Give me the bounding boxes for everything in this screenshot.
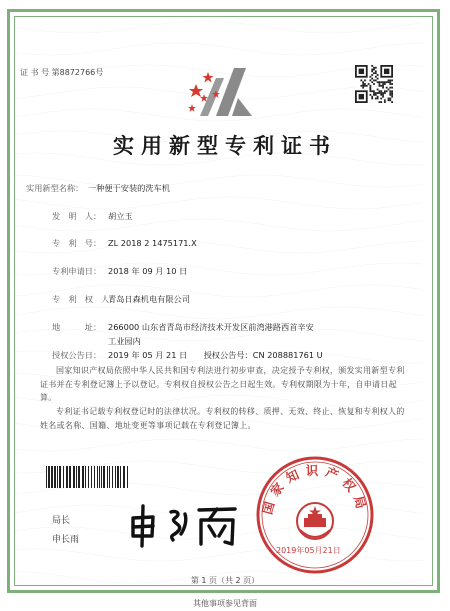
field-value: 2018 年 09 月 10 日 <box>108 266 188 276</box>
field-value: 青岛日森机电有限公司 <box>108 294 190 304</box>
field-label: 专 利 权 人： <box>52 294 118 304</box>
qr-code <box>355 65 393 103</box>
field-value: ZL 2018 2 1475171.X <box>108 238 197 248</box>
field-application-date <box>52 266 187 277</box>
legal-status-statement: 专利证书记载专利权登记时的法律状况。专利权的转移、质押、无效、终止、恢复和专利权人的姓名或名称、国籍、地址变更等事项记载在专利登记簿上。 <box>40 407 405 430</box>
page-number: 第 1 页（共 2 页） <box>190 576 260 585</box>
national-emblem-icon <box>297 503 333 539</box>
field-address-continued <box>108 336 141 347</box>
field-label: 授权公告日： <box>52 350 102 360</box>
field-grant-date <box>52 350 323 361</box>
field-inventor <box>52 211 133 222</box>
field-value: 胡立玉 <box>108 211 133 221</box>
seal-text: 国家知识产权局 <box>259 463 371 517</box>
certificate-number: 证 书 号 第8872766号 <box>20 68 104 77</box>
field-utility-model-name <box>26 183 170 194</box>
field-label: 实用新型名称： <box>26 183 84 193</box>
field-address <box>52 322 314 333</box>
field-value: 2019 年 05 月 21 日 授权公告号：CN 208881761 U <box>108 350 323 360</box>
field-label: 专利申请日： <box>52 266 102 276</box>
field-value: 工业园内 <box>108 336 141 346</box>
footer-note: 其他事项参见背面 <box>193 599 257 608</box>
field-value: 266000 山东省青岛市经济技术开发区前湾港路西首辛安 <box>108 322 314 332</box>
director-title: 局长 <box>52 516 71 526</box>
cnipa-logo-icon <box>186 64 256 120</box>
field-label: 地 址： <box>52 322 102 332</box>
field-label: 发 明 人： <box>52 211 102 221</box>
director-signature <box>125 500 245 548</box>
official-seal <box>254 454 376 576</box>
field-patent-number <box>52 238 197 249</box>
barcode <box>46 466 130 488</box>
seal-date: 2019年05月21日 <box>276 546 341 555</box>
field-patentee <box>52 294 190 305</box>
grant-statement: 国家知识产权局依照中华人民共和国专利法进行初步审查，决定授予专利权，颁发实用新型专利证书并在专利登记簿上予以登记。专利权自授权公告之日起生效。专利权期限为十年，自申请日起算。 <box>40 366 405 402</box>
field-label: 专 利 号： <box>52 238 102 248</box>
field-value: 一种便于安装的洗车机 <box>88 183 170 193</box>
director-name: 申长雨 <box>52 535 80 545</box>
certificate-title: 实用新型专利证书 <box>113 133 337 158</box>
